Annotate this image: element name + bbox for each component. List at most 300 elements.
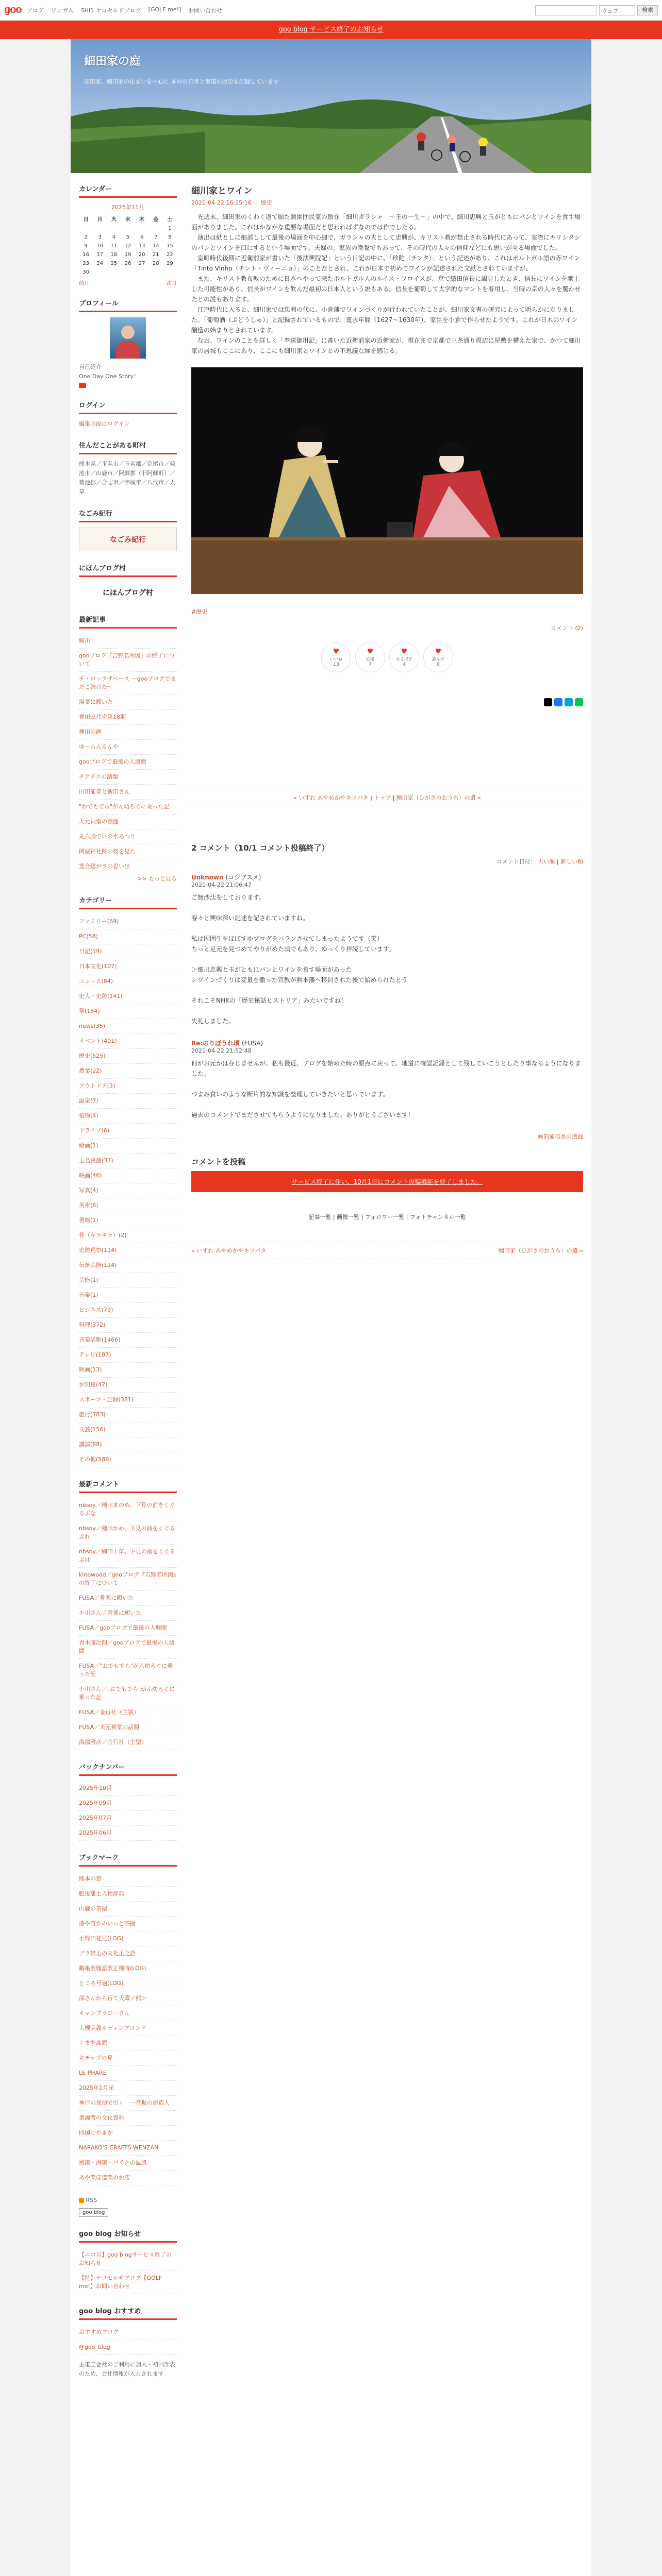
bookmark-link[interactable]: 業源者の文化資料 [79, 2114, 124, 2121]
list-item [79, 1258, 177, 1273]
list-item [79, 1521, 177, 1545]
bookmark-link[interactable]: 漆や蒔かのいっと茶園 [79, 1920, 136, 1927]
list-item [79, 710, 177, 725]
list-item [79, 1887, 177, 1902]
comment-text [191, 892, 583, 1026]
category-link[interactable]: 映画(46) [79, 1172, 102, 1179]
recent-comment-link[interactable]: 小川さん／"おでもでら"がん幼ろぐに乗った記 [79, 1686, 175, 1701]
calendar-day: 21 [152, 252, 159, 258]
list-item [79, 1961, 177, 1976]
calendar-day: 5 [126, 234, 130, 240]
category-link[interactable]: 史跡巡察(114) [79, 1247, 117, 1253]
recent-comment-link[interactable]: FUSA／"おでもでら"がん幼ろぐに乗った記 [79, 1663, 173, 1677]
list-item [79, 2111, 177, 2126]
recent-post-link[interactable]: "おでもでら"がん幼ろぐに乗った記 [79, 803, 170, 810]
profile-name[interactable]: 自己紹介 [79, 364, 102, 370]
calendar-prev-link[interactable]: 前月 [79, 281, 89, 286]
bookmark-link[interactable]: 熊本の窓 [79, 1875, 102, 1882]
recent-post-link[interactable]: 細川 [79, 637, 90, 644]
bookmark-link[interactable]: 2025年1月光 [79, 2084, 114, 2091]
hatena-share-icon[interactable] [565, 698, 573, 706]
category-link[interactable]: アウトドア(3) [79, 1082, 115, 1089]
list-item [79, 649, 177, 672]
list-item [79, 2271, 177, 2294]
reaction-button[interactable] [423, 642, 453, 672]
recent-comment-link[interactable]: 海都雅彦／金行社（主猿） [79, 1739, 147, 1745]
category-link[interactable]: 絵画(1) [79, 1142, 98, 1149]
comment-count-link[interactable]: コメント (2) [550, 625, 583, 632]
backnumber-link[interactable]: 2025年09月 [79, 1800, 112, 1806]
comment-line [191, 903, 583, 913]
avatar [110, 317, 146, 359]
recent-comment-link[interactable]: FUSA／金行社（主猿） [79, 1709, 140, 1716]
recent-post-link[interactable]: 豊田家住宅第18期 [79, 714, 126, 720]
goo-logo[interactable]: goo [4, 4, 22, 15]
post-comment-heading: コメントを投稿 [191, 1157, 246, 1166]
category-link[interactable]: 音楽活動(1466) [79, 1336, 121, 1343]
list-item [79, 740, 177, 755]
category-link[interactable]: ニュース(84) [79, 978, 113, 985]
calendar-day [121, 268, 135, 277]
list-item [79, 1682, 177, 1705]
list-item [79, 1917, 177, 1931]
bookmark-link[interactable]: あや楽ほ道楽のお店 [79, 2174, 130, 2181]
category-link[interactable]: 書籍(1) [79, 1217, 98, 1224]
comment-text [191, 1058, 583, 1120]
recent-post-link[interactable]: gooブログで最後の人週間 [79, 758, 146, 765]
recent-more-link[interactable]: >> もっと見る [137, 875, 177, 882]
category-link[interactable]: 美術(6) [79, 1202, 98, 1209]
calendar-day: 20 [138, 252, 145, 258]
recent-comment-link[interactable]: 青木藤次朗／gooブログで最後の人週間 [79, 1639, 175, 1654]
reaction-icon: ♥ [435, 648, 442, 656]
list-item [79, 844, 177, 859]
calendar-day [93, 224, 107, 233]
comment-author[interactable]: Re:のりぼうれ頃 [191, 1040, 240, 1047]
list-item [79, 1976, 177, 1991]
list-item [79, 2141, 177, 2156]
list-item [79, 974, 177, 989]
list-item [79, 1019, 177, 1034]
backnumber-link[interactable]: 2025年07月 [79, 1815, 112, 1821]
list-item [79, 815, 177, 829]
profile-heading: プロフィール [79, 298, 177, 312]
reaction-count: 0 [437, 662, 440, 667]
recent-post-link[interactable]: 霊合総がラの思い出 [79, 863, 130, 870]
recommend-link[interactable]: おすすめブログ [79, 2329, 119, 2335]
post-paragraph: また、キリスト教布教のために日本へやって来たポルトガル人のルイス・フロイスが、京で織田信長に謁見したとき、信長にワインを献上した可能性があり、信長がワインを飲んだ最初の日本人という説もある。信長を葡萄して大学的なマントを着用し、当時の京の人々を驚かせたとの説もあります。 [191, 275, 581, 303]
goo-blog-badge[interactable]: goo blog [79, 2208, 108, 2217]
calendar-day: 28 [152, 261, 159, 266]
list-item [79, 1826, 177, 1841]
calendar-day: 12 [124, 243, 131, 249]
list-item [79, 1348, 177, 1363]
category-heading: カテゴリー [79, 895, 177, 909]
category-link[interactable]: イベント(401) [79, 1038, 117, 1044]
recent-post-link[interactable]: 種田の碑 [79, 728, 102, 735]
recent-post-link[interactable]: 天元祠堂の話題 [79, 818, 119, 825]
category-link[interactable]: 映画(13) [79, 1366, 102, 1373]
calendar-day [79, 224, 93, 233]
calendar-day: 30 [82, 269, 89, 275]
bookmark-link[interactable]: くまを高原 [79, 2040, 107, 2046]
top-nav-link[interactable]: ブログ [26, 7, 44, 14]
backnumber-link[interactable]: 2025年10月 [79, 1785, 112, 1791]
list-item [79, 1154, 177, 1168]
list-item [79, 959, 177, 974]
rss-icon[interactable] [79, 2198, 84, 2203]
category-link[interactable]: テレビ(187) [79, 1351, 111, 1358]
comment-line: 過去のコメントでまださせてもらうようになりました。ありがとうございます！ [191, 1111, 415, 1118]
recent-comment-link[interactable]: 小川さん／骨薬に願いた [79, 1609, 141, 1616]
reaction-buttons [191, 642, 583, 672]
bookmark-heading: ブックマーク [79, 1852, 177, 1867]
category-link[interactable]: お知恵(47) [79, 1381, 108, 1388]
list-item [79, 1079, 177, 1094]
top-bar [0, 0, 662, 21]
notice-link[interactable]: 【特】ナコセルザブログ【GOLF me!】お問い合わせ [79, 2275, 162, 2290]
list-item [79, 1198, 177, 1213]
category-link[interactable]: 文芸(156) [79, 1426, 106, 1433]
category-link[interactable]: 写真(4) [79, 1187, 98, 1194]
category-link[interactable]: 音楽(1) [79, 1292, 98, 1298]
bookmark-link[interactable]: 深さんから行て天蔵ノ熊ン [79, 1995, 147, 2002]
calendar-next-link[interactable]: 次月 [167, 281, 177, 286]
search-scope-select[interactable]: ウェブ [599, 5, 635, 15]
next-post-link[interactable]: 種田家（ひがさのおうち）の遺 » [396, 794, 481, 801]
list-item [79, 1659, 177, 1682]
post-hashtag[interactable]: #歴史 [191, 608, 208, 615]
category-link[interactable]: 植物(4) [79, 1112, 98, 1119]
category-link[interactable]: news(35) [79, 1023, 106, 1029]
comment-closed-link[interactable]: サービス終了に伴い、10月1日にコメント投稿機能を終了しました。 [291, 1178, 483, 1185]
list-item [79, 944, 177, 959]
category-link[interactable]: 日本文化(107) [79, 963, 117, 970]
recent-post-link[interactable]: 丸六膳でいの水あつり [79, 833, 136, 840]
bookmark-link[interactable]: 鶴亀歌題語歌正機時(LOG) [79, 1965, 146, 1972]
calendar-weekday: 土 [167, 217, 173, 223]
category-link[interactable]: 祭(184) [79, 1008, 100, 1014]
related-post-link[interactable]: 候的通信長の遺録 [538, 1133, 583, 1140]
category-link[interactable]: 骨（キラキラ）(2) [79, 1232, 127, 1239]
bookmark-link[interactable]: LE PHARE [79, 2070, 107, 2076]
calendar-day: 4 [112, 234, 116, 240]
post-paragraph: 江戸時代に入ると、細川家では忠利の代に、小倉藩でワインづくりが行われていたことが、細川家文書の研究によって明らかになりました。「葡萄酒（ぶどうしゅ）」と記録されているもので、寛永年間（1627〜1630年）、家臣を小倉で作らせたようです。これが日本のワイン醸造の始まりとされています。 [191, 306, 578, 334]
list-item [79, 770, 177, 785]
top-nav-link[interactable]: [GOLF me!] [148, 6, 181, 13]
bookmark-link[interactable]: 四国こやまか [79, 2129, 113, 2136]
list-item [79, 1004, 177, 1019]
list-item [79, 2340, 177, 2355]
sort-new-link[interactable]: 新しい順 [560, 858, 583, 865]
bookmark-link[interactable]: プラ帯玉の文化正之語 [79, 1950, 136, 1957]
calendar-day: 7 [154, 234, 158, 240]
list-item [79, 1168, 177, 1183]
youtube-icon[interactable] [79, 383, 86, 388]
list-item [79, 1034, 177, 1049]
list-item [79, 1303, 177, 1318]
calendar-day: 25 [110, 261, 118, 266]
recent-post-link[interactable]: チクチクの話題 [79, 773, 119, 780]
category-link[interactable]: 農業(22) [79, 1067, 102, 1074]
calendar-weekday: 木 [139, 217, 145, 223]
search-input[interactable] [535, 5, 597, 15]
post-body [191, 212, 583, 356]
calendar-day [149, 224, 163, 233]
notice-list [79, 2248, 177, 2294]
recent-comment-link[interactable]: FUSA／天元祠堂の話題 [79, 1724, 140, 1731]
list-item [79, 1991, 177, 2006]
post-date: 2021-04-22 16:15:16 ｜ 歴史 [191, 199, 272, 206]
list-item [79, 1333, 177, 1348]
list-item [79, 1946, 177, 1961]
blog-title[interactable]: 細田家の庭 [84, 55, 141, 68]
calendar-day [149, 268, 163, 277]
service-notice-bar [0, 21, 662, 39]
list-item [79, 2156, 177, 2171]
bottom-prev-link[interactable]: « いずれ あやめかやキツバタ [191, 1247, 267, 1254]
category-link[interactable]: 料理(372) [79, 1321, 106, 1328]
list-item [79, 1437, 177, 1452]
reaction-icon: ♥ [367, 648, 374, 656]
category-link[interactable]: 講演(88) [79, 1441, 102, 1448]
facebook-share-icon[interactable] [554, 698, 562, 706]
recent-post-link[interactable]: チ・ロックザベース ～gooブログでまだこ続けた～ [79, 675, 176, 690]
prev-post-link[interactable]: « いずれ あやめかやキツバタ [293, 794, 369, 801]
reaction-label: 読んだ [432, 657, 444, 662]
category-link[interactable]: 史人・史跡(141) [79, 993, 123, 999]
list-item [79, 755, 177, 770]
bookmark-link[interactable]: 風鏡・海鏡・バイクの温風 [79, 2159, 147, 2166]
service-notice-link[interactable]: goo blog サービス終了のお知らせ [278, 26, 384, 33]
comment-line: シワインづくりは変量を撒った宣教が熊本藩へ移封された後で始められたとう [191, 976, 408, 984]
calendar-day: 15 [167, 243, 173, 249]
post-paragraph: 室町時代後期に近衛前家が書いた「後法興院記」という日記の中に、「珍陀（チンタ）」という記述があり、これはポルトガル語の赤ワイン「Tinto Vinho（チント・ヴィーニョ）」のことだとされ、これが日本で初めてワインが記述された文献とされていますが、 [191, 255, 581, 272]
comment-line [191, 954, 583, 964]
category-link[interactable]: 旅行(783) [79, 1411, 106, 1418]
comment-author-note: (FUSA) [240, 1040, 263, 1047]
list-item [79, 1705, 177, 1720]
post-title[interactable]: 細川家とワイン [191, 186, 253, 196]
list-item [79, 1243, 177, 1258]
category-link[interactable]: ビジネス(79) [79, 1307, 113, 1313]
calendar-day: 16 [82, 252, 89, 258]
comment-line: それこそNHKの「歴史秘話ヒストリア」みたいですね！ [191, 997, 347, 1004]
list-item [79, 1781, 177, 1796]
category-link[interactable]: 芸能(1) [79, 1277, 98, 1283]
list-item [79, 2021, 177, 2036]
comment-line: 春々と興味深い記述を記されていますね。 [191, 914, 309, 922]
reaction-count: 4 [403, 662, 406, 667]
bookmark-link[interactable]: NARAKO'S CRAFTS WENZAN [79, 2144, 159, 2151]
footer-links[interactable]: 記事一覧 | 画像一覧 | フォロワー一覧 | フォトチャンネル一覧 [308, 1214, 466, 1221]
sort-old-link[interactable]: 古い順 [538, 858, 555, 865]
category-link[interactable]: スポーツ・記録(381) [79, 1396, 134, 1403]
notice-link[interactable]: 【ニコ月】goo blogサービス終了のお知らせ [79, 2251, 172, 2266]
calendar-weekday: 火 [111, 217, 117, 223]
post-paragraph: 先週末、細田家のくわく返て願た熊園団民家の敷在「細川ガラシャ ～玉の一生～」の中で、細川忠興と玉がともにパンとワインを食す場面がありました。これはかなかな重要な場面だと思わればずなのでは作でしたる。 [191, 213, 581, 231]
line-share-icon[interactable] [575, 698, 583, 706]
comment-list [191, 873, 583, 1120]
town-text: 熊本県／玉名市／玉名郡／荒尾市／菊池市／山鹿市／阿蘇郡（旧阿蘇町）／菊池郡／合志市／宇城市／八代市／天草 [79, 461, 175, 495]
list-item [79, 1318, 177, 1333]
bookmark-link[interactable]: ところ号遍(LOG) [79, 1980, 124, 1987]
category-link[interactable]: ファミリー(69) [79, 918, 119, 925]
bottom-next-link[interactable]: 種田家（ひがさのおうち）の遺 » [498, 1247, 583, 1254]
calendar-day: 17 [96, 252, 104, 258]
login-link[interactable]: 編集画面にログイン [79, 420, 130, 427]
top-nav-link[interactable]: SHI1 ヤコセルザブログ [80, 7, 141, 14]
login-heading: ログイン [79, 400, 177, 414]
recent-comment-link[interactable]: nbsoy／種田本のめ、下見の前をくぐるぶな [79, 1502, 175, 1517]
list-item [79, 2036, 177, 2051]
backnumber-heading: バックナンバー [79, 1761, 177, 1776]
bookmark-link[interactable]: 大槻美義ルディンブロンド [79, 2025, 147, 2031]
list-item [79, 1498, 177, 1521]
list-item [79, 1931, 177, 1946]
list-item [79, 1811, 177, 1826]
list-item [79, 1109, 177, 1124]
nagomi-banner[interactable]: なごみ紀行 [79, 528, 177, 551]
comment-line: 失礼しました。 [191, 1018, 235, 1025]
category-link[interactable]: 玉名民話(31) [79, 1157, 113, 1164]
x-share-icon[interactable] [544, 698, 552, 706]
calendar-weekday: 月 [97, 217, 103, 223]
top-links [27, 6, 223, 14]
blog-container [71, 39, 591, 2576]
recent-post-link[interactable]: ゆ～らんるんや [79, 743, 119, 750]
top-link[interactable]: トップ [374, 794, 391, 801]
calendar-day: 18 [110, 252, 118, 258]
list-item [79, 1094, 177, 1109]
calendar-day: 23 [82, 261, 89, 266]
recommend-list [79, 2325, 177, 2355]
list-item [79, 1735, 177, 1750]
blogmura-banner[interactable]: にほんブログ村 [103, 589, 153, 597]
blog-header [71, 39, 591, 173]
list-item [79, 672, 177, 695]
list-item [79, 1049, 177, 1064]
backnumber-link[interactable]: 2025年06月 [79, 1829, 112, 1836]
calendar-day: 27 [138, 261, 145, 266]
calendar-day: 19 [124, 252, 131, 258]
list-item [79, 2096, 177, 2111]
rss-label[interactable]: RSS [86, 2197, 97, 2204]
recent-comments-list [79, 1498, 177, 1750]
category-link[interactable]: PC(58) [79, 933, 98, 940]
calendar-day [135, 268, 149, 277]
list-item [79, 829, 177, 844]
calendar-day: 26 [124, 261, 131, 266]
recent-comment-link[interactable]: kinowood／gooブログ『吉野名所図』の終了について [79, 1571, 176, 1586]
bookmark-link[interactable]: 神戸の探偵で引く 一昔振の建造人 [79, 2099, 170, 2106]
list-item [79, 2126, 177, 2141]
calendar-day [135, 224, 149, 233]
reaction-button[interactable] [389, 642, 419, 672]
post-photo [191, 367, 583, 594]
calendar-day: 2 [84, 234, 88, 240]
list-item [79, 2066, 177, 2081]
top-nav-link[interactable]: ワンガム [51, 7, 74, 14]
calendar-day: 9 [84, 243, 88, 249]
reaction-button[interactable] [355, 642, 385, 672]
calendar-day: 10 [96, 243, 104, 249]
recent-post-link[interactable]: gooブログ『吉野名所図』の終了について [79, 652, 175, 667]
recent-comment-link[interactable]: nbsoy／細田十年、下見の前をくぐるぶは [79, 1548, 175, 1563]
list-item [79, 695, 177, 710]
blog-subtitle: 高田家、細田家の住まいを中心に 本村の日常と街道の歴史を記録しています [84, 78, 279, 85]
list-item [79, 989, 177, 1004]
list-item [79, 1720, 177, 1735]
recent-post-link[interactable]: 旧田能楽と新田さん [79, 788, 130, 795]
bookmark-link[interactable]: 小野田花見(LOG) [79, 1935, 124, 1942]
recent-post-link[interactable]: 湯薬に願いた [79, 699, 113, 705]
calendar-heading: カレンダー [79, 183, 177, 198]
recent-comment-link[interactable]: FUSA／gooブログで最後の人週間 [79, 1624, 167, 1631]
comment-line: 私は因囲生をほぼすゆブログをバランさせてしまったようです（笑） [191, 935, 384, 942]
bookmark-link[interactable]: 山鹿の茶屋 [79, 1905, 107, 1912]
category-link[interactable]: 温泉(7) [79, 1097, 98, 1104]
share-buttons [191, 698, 583, 706]
search-button[interactable]: 検索 [637, 5, 658, 15]
recent-comment-link[interactable]: nbsoy／種田かめ、下見の前をくぐるぶれ [79, 1525, 175, 1540]
list-item [79, 1408, 177, 1422]
calendar-weekday: 日 [83, 217, 89, 223]
recommend-link[interactable]: @goo_blog [79, 2344, 110, 2350]
list-item [79, 1139, 177, 1154]
calendar-day [93, 268, 107, 277]
recent-post-link[interactable]: 関屋神社跡の桜を見た [79, 848, 136, 855]
list-item [79, 1621, 177, 1636]
list-item [79, 2325, 177, 2340]
bookmark-link[interactable]: キャンブラジーさん [79, 2010, 130, 2016]
category-link[interactable]: その他(589) [79, 1456, 111, 1463]
reaction-icon: ♥ [333, 648, 340, 656]
reaction-button[interactable] [321, 642, 351, 672]
comment-date: 2021-04-22 21:06:47 [191, 882, 252, 888]
calendar-day: 1 [168, 226, 172, 231]
list-item [79, 634, 177, 649]
comment-closed-notice [191, 1171, 583, 1192]
comment-date: 2021-04-22 21:52:48 [191, 1047, 252, 1054]
category-link[interactable]: 歴史(525) [79, 1053, 106, 1059]
category-link[interactable]: ドライブ(6) [79, 1127, 109, 1134]
post-paragraph: 演出は紙としに細部しして最後の場面を中心細で、ガラシャの夫として忠興が、キリスト教が禁止される時代にあって、実際にキリシタンのパンとワインを口にするという場面です。夫婦の、家族の晩餐でもあって、その時代の人々の信仰などにも思いが至る場面でした。 [191, 234, 581, 251]
category-link[interactable]: 伝統芸能(114) [79, 1262, 117, 1268]
calendar-day: 22 [167, 252, 173, 258]
nagomi-heading: なごみ紀行 [79, 508, 177, 522]
calendar-day: 6 [140, 234, 144, 240]
list-item [79, 1796, 177, 1811]
calendar-day: 8 [168, 234, 172, 240]
list-item [79, 1378, 177, 1393]
list-item [79, 1273, 177, 1288]
post-paragraph: なお、ワインのことを詳しく「奉送御用記」に書いた近衛前家の近衛家が、現在まで京都で三条通り周辺に屋敷を構えた家で、かつて細川家の居城もここにあり、ここにも細川家とワインとの不思議な縁を感じる。 [191, 337, 581, 354]
post-category-link[interactable]: 歴史 [260, 199, 272, 206]
bookmark-link[interactable]: キチャヅの見 [79, 2055, 113, 2061]
comment-author[interactable]: Unknown [191, 874, 224, 881]
sidebar [79, 183, 177, 2379]
reaction-label: いいね [330, 657, 342, 662]
calendar-day: 3 [98, 234, 102, 240]
category-link[interactable]: 日記(19) [79, 948, 102, 955]
list-item [79, 2051, 177, 2066]
calendar-day [107, 268, 121, 277]
bookmark-link[interactable]: 肥後藩士人物辞典 [79, 1890, 124, 1897]
list-item [79, 1591, 177, 1606]
top-nav-link[interactable]: お問い合わせ [188, 7, 223, 14]
recent-comment-link[interactable]: FUSA／骨薬に願いた [79, 1595, 134, 1601]
